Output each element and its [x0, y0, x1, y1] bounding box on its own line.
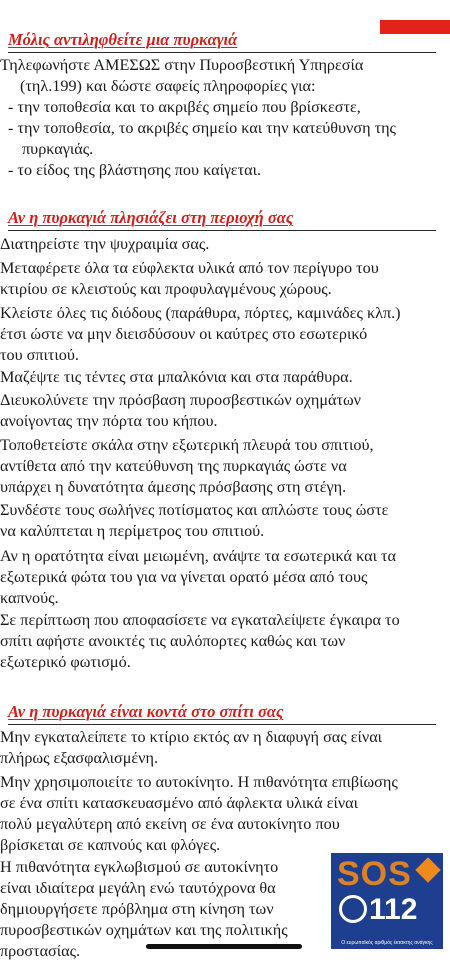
section-heading-fire-detected	[8, 30, 436, 53]
badge-note: Ο ευρωπαϊκός αριθμός έκτακτης ανάγκης	[341, 940, 433, 946]
paragraph: Αν η ορατότητα είναι μειωμένη, ανάψτε τα εσωτερικά και τα εξωτερικά φώτα του για να γίνεται ορατό μέσα από τους καπνούς.	[0, 547, 396, 607]
list-item: - την τοποθεσία, το ακριβές σημείο και την κατεύθυνση της	[8, 119, 396, 137]
emergency-number: 112	[369, 893, 418, 926]
paragraph: Μην χρησιμοποιείτε το αυτοκίνητο. Η πιθανότητα επιβίωσης σε ένα σπίτι κατασκευασμένο από άφλεκτα υλικά είναι πολύ μεγαλύτερη από εκείνη σε ένα αυτοκίνητο που βρίσκεται σε καπνούς και φλόγες.	[0, 773, 398, 854]
section-heading-fire-near-home	[8, 702, 436, 725]
paragraph: Μεταφέρετε όλα τα εύφλεκτα υλικά από τον περίγυρο του κτιρίου σε κλειστούς και προφυλαγμένους χώρους.	[0, 259, 379, 298]
home-indicator[interactable]	[146, 944, 302, 949]
paragraph: Κλείστε όλες τις διόδους (παράθυρα, πόρτες, καμινάδες κλπ.) έτσι ώστε να μην διεισδύσουν οι καύτρες στο εσωτερικό του σπιτιού.	[0, 304, 401, 364]
paragraph: Διευκολύνετε την πρόσβαση πυροσβεστικών οχημάτων ανοίγοντας την πόρτα του κήπου.	[0, 391, 361, 430]
list-item: - το είδος της βλάστησης που καίγεται.	[8, 161, 261, 179]
paragraph: Μην εγκαταλείπετε το κτίριο εκτός αν η διαφυγή σας είναι πλήρως εξασφαλισμένη.	[0, 728, 383, 767]
section-title: Αν η πυρκαγιά είναι κοντά στο σπίτι σας	[8, 702, 284, 721]
section-title: Αν η πυρκαγιά πλησιάζει στη περιοχή σας	[8, 208, 294, 227]
paragraph: Συνδέστε τους σωλήνες ποτίσματος και απλώστε τους ώστε να καλύπτεται η περίμετρος του σπιτιού.	[0, 501, 389, 540]
paragraph: Η πιθανότητα εγκλωβισμού σε αυτοκίνητο είναι ιδιαίτερα μεγάλη ενώ ταυτόχρονα θα δημιουργήσετε πρόβλημα στη κίνηση των πυροσβεστικών οχημάτων και της πολιτικής προστασίας.	[0, 858, 288, 960]
paragraph: Μαζέψτε τις τέντες στα μπαλκόνια και στα παράθυρα.	[0, 368, 353, 386]
section-heading-fire-approaching	[8, 208, 436, 231]
paragraph: Σε περίπτωση που αποφασίσετε να εγκαταλείψετε έγκαιρα το σπίτι αφήστε ανοικτές τις αυλόπορτες καθώς και των εξωτερικό φωτισμό.	[0, 611, 400, 671]
civil-protection-emblem-icon	[415, 857, 440, 882]
paragraph: Τοποθετείστε σκάλα στην εξωτερική πλευρά του σπιτιού, αντίθετα από την κατεύθυνση της πυρκαγιάς ώστε να υπάρχει η δυνατότητα άμεσης πρόσβασης στη στέγη.	[0, 436, 374, 496]
list-item: - την τοποθεσία και το ακριβές σημείο που βρίσκεστε,	[8, 98, 361, 116]
phone-icon	[339, 895, 367, 923]
sos-112-badge	[331, 853, 443, 949]
paragraph: Διατηρείστε την ψυχραιμία σας.	[0, 235, 210, 253]
intro-block: Τηλεφωνήστε ΑΜΕΣΩΣ στην Πυροσβεστική Υπηρεσία (τηλ.199) και δώστε σαφείς πληροφορίες για: - την τοποθεσία και το ακριβές σημείο που βρίσκεστε, - την τοποθεσία, το ακριβές σημείο και την κατεύθυνση της πυρκαγιάς. - το είδος της βλάστησης που καίγεται.	[0, 55, 444, 181]
sos-text: SOS	[337, 855, 412, 893]
section-title: Μόλις αντιληφθείτε μια πυρκαγιά	[8, 30, 238, 49]
